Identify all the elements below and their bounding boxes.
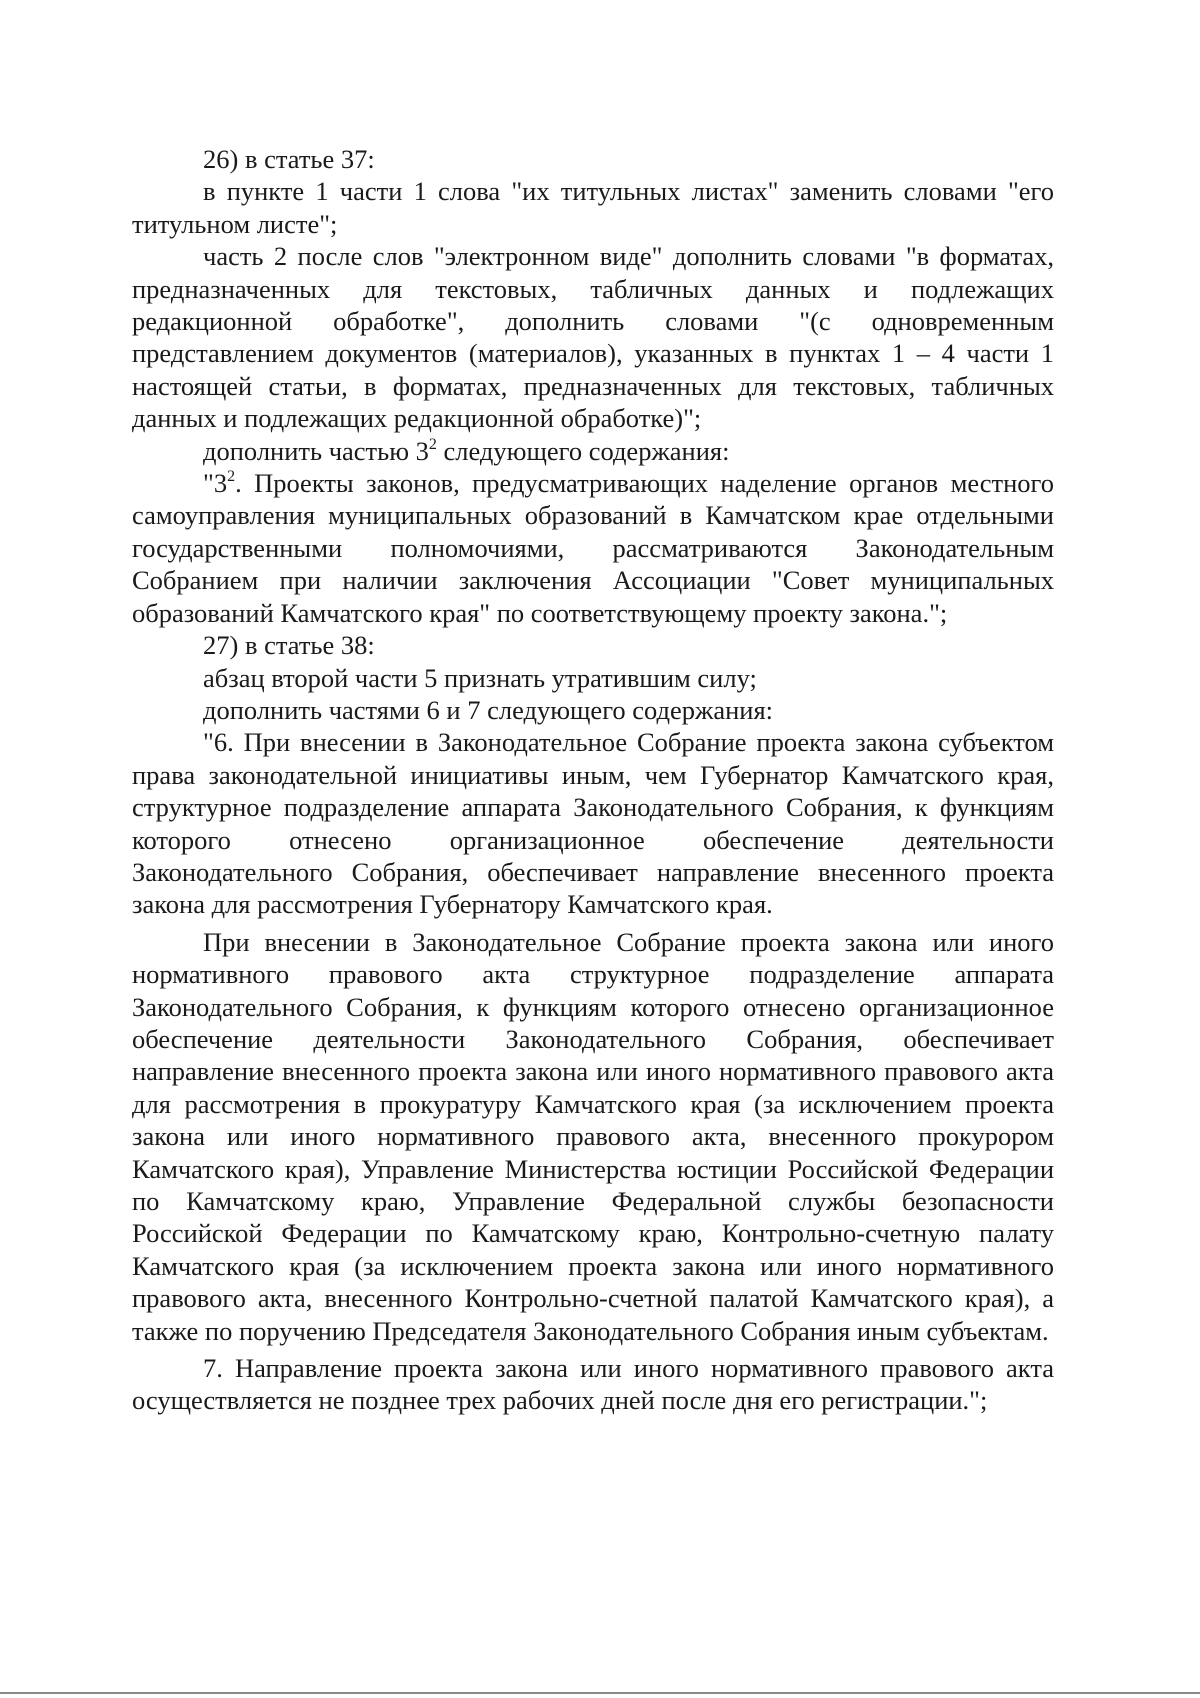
part-7-text: 7. Направление проекта закона или иного нормативного правового акта осуществляется не позднее трех рабочих дней после дня его регистрации.";	[132, 1353, 1054, 1416]
amendment-26-heading: 26) в статье 37:	[203, 144, 375, 174]
text-run: . Проекты законов, предусматривающих наделение органов местного самоуправления муниципальных образований в Камчатском крае отдельными государственными полномочиями, рассматриваются Законодательным Собранием при наличии заключения Ассоциации "Совет муниципальных образований Камчатского края" по соответствующему проекту закона.";	[132, 468, 1054, 628]
text-run: "3	[203, 468, 228, 499]
amendment-27-item-2: дополнить частями 6 и 7 следующего содержания:	[203, 694, 774, 725]
text-run: дополнить частью 3	[203, 435, 429, 466]
amendment-27-heading: 27) в статье 38:	[203, 630, 375, 661]
text-run: следующего содержания:	[436, 435, 730, 466]
amendment-26-item-1: в пункте 1 части 1 слова "их титульных листах" заменить словами "его титульном листе";	[132, 176, 1054, 239]
amendment-26-item-3	[132, 435, 1054, 467]
superscript: 2	[428, 435, 437, 453]
scan-edge-line	[0, 1692, 1200, 1694]
amendment-26-item-2: часть 2 после слов "электронном виде" дополнить словами "в форматах, предназначенных для текстовых, табличных данных и подлежащих редакционной обработке", дополнить словами "(с одновременным представлением документов (материалов), указанных в пунктах 1 – 4 части 1 настоящей статьи, в форматах, предназначенных для текстовых, табличных данных и подлежащих редакционной обработке)";	[132, 241, 1054, 434]
document-body	[132, 143, 1054, 1417]
part-6-text: "6. При внесении в Законодательное Собрание проекта закона субъектом права законодательной инициативы иным, чем Губернатор Камчатского края, структурное подразделение аппарата Законодательного Собрания, к функциям которого отнесено организационное обеспечение деятельности Законодательного Собрания, обеспечивает направление внесенного проекта закона для рассмотрения Губернатору Камчатского края.	[132, 727, 1054, 920]
amendment-27-item-1: абзац второй части 5 признать утратившим силу;	[203, 662, 757, 693]
part-6-second-paragraph: При внесении в Законодательное Собрание проекта закона или иного нормативного правового акта структурное подразделение аппарата Законодательного Собрания, к функциям которого отнесено организационное обеспечение деятельности Законодательного Собрания, обеспечивает направление внесенного проекта закона или иного нормативного правового акта для рассмотрения в прокуратуру Камчатского края (за исключением проекта закона или иного нормативного правового акта, внесенного прокурором Камчатского края), Управление Министерства юстиции Российской Федерации по Камчатскому краю, Управление Федеральной службы безопасности Российской Федерации по Камчатскому краю, Контрольно-счетную палату Камчатского края (за исключением проекта закона или иного нормативного правового акта, внесенного Контрольно-счетной палатой Камчатского края), а также по поручению Председателя Законодательного Собрания иным субъектам.	[132, 926, 1054, 1346]
part-3-2-text	[132, 467, 1054, 629]
superscript: 2	[227, 468, 236, 486]
